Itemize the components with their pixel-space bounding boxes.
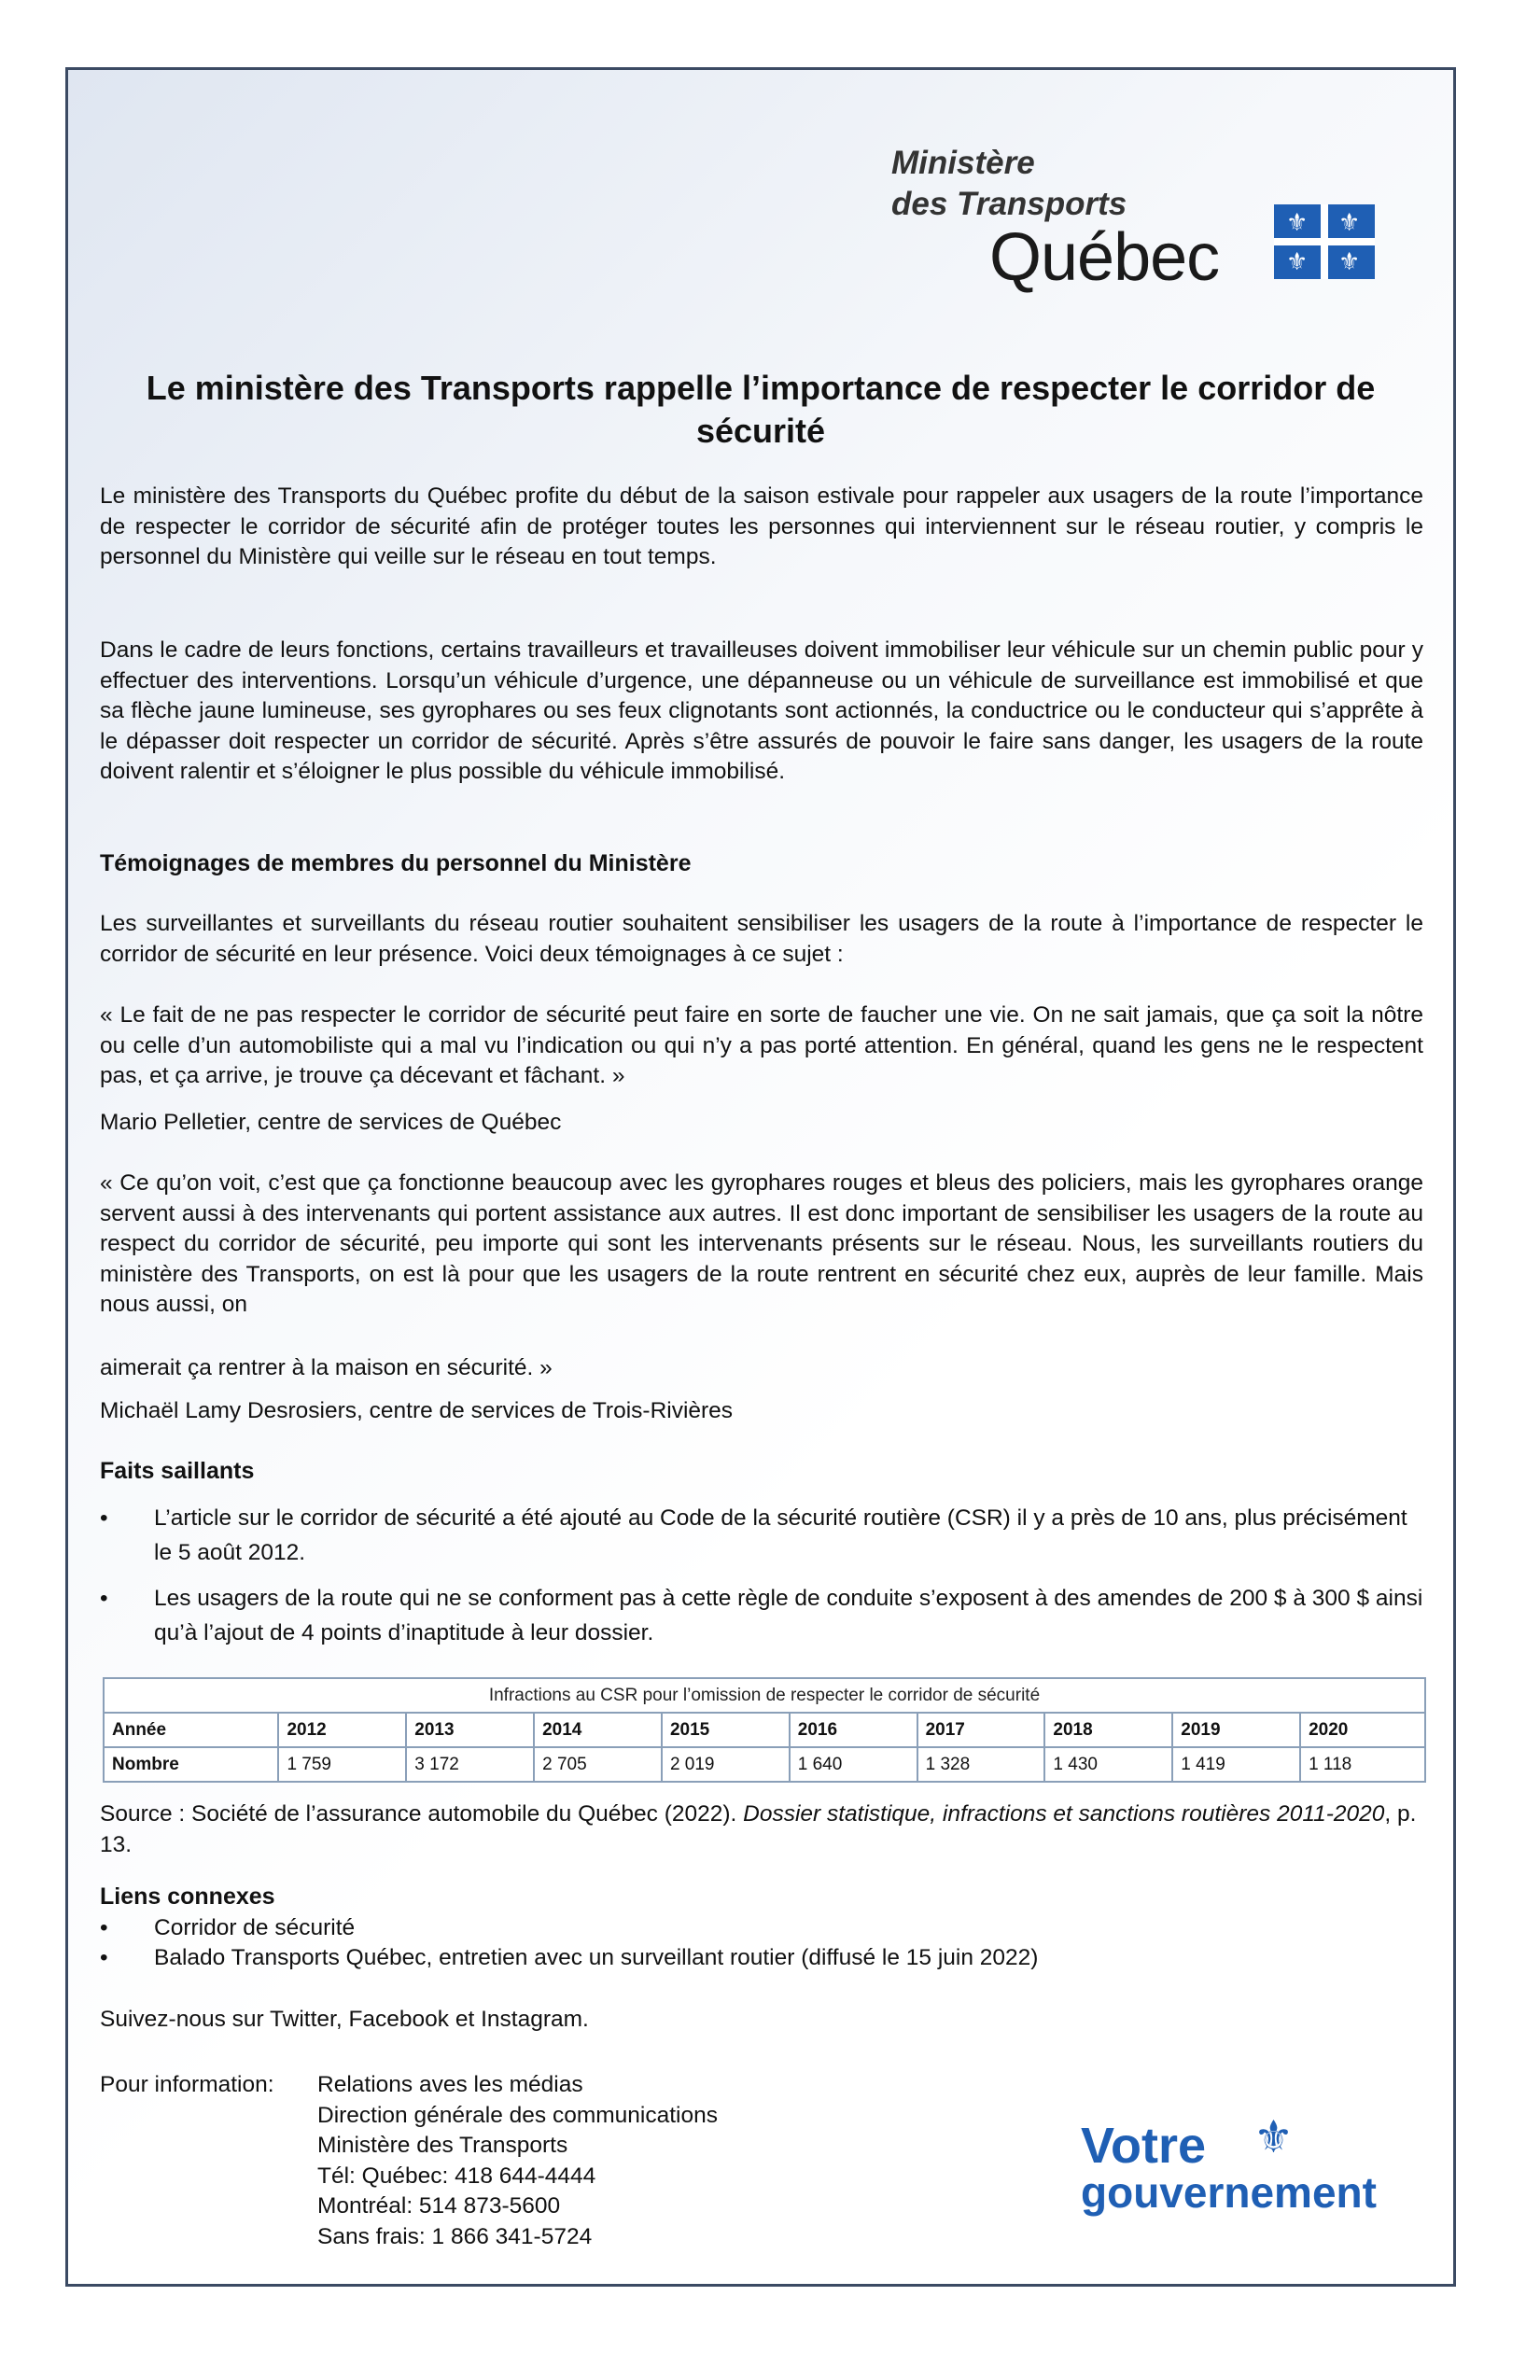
table-cell: 1 118	[1300, 1747, 1425, 1782]
bullet-icon: •	[100, 1586, 108, 1611]
list-item	[100, 1501, 1423, 1570]
contact-line: Direction générale des communications	[317, 2102, 718, 2128]
related-link[interactable]: Balado Transports Québec, entretien avec un surveillant routier (diffusé le 15 juin 2022)	[154, 1945, 1039, 1970]
intro-paragraph: Le ministère des Transports du Québec profite du début de la saison estivale pour rappeler aux usagers de la route l’importance de respecter le corridor de sécurité afin de protéger toutes les personnes qui interviennent sur le réseau routier, y compris le personnel du Ministère qui veille sur le réseau en tout temps.	[100, 483, 1423, 569]
fleur-de-lis-icon: ⚜	[1253, 2113, 1295, 2163]
context-paragraph: Dans le cadre de leurs fonctions, certains travailleurs et travailleuses doivent immobiliser leur véhicule sur un chemin public pour y effectuer des interventions. Lorsqu’un véhicule d’urgence, une dépanneuse ou un véhicule de surveillance est immobilisé et que sa flèche jaune lumineuse, ses gyrophares ou ses feux clignotants sont actionnés, la conductrice ou le conducteur qui s’apprête à le dépasser doit respecter un corridor de sécurité. Après s’être assurés de pouvoir le faire sans danger, les usagers de la route doivent ralentir et s’éloigner le plus possible du véhicule immobilisé.	[100, 637, 1423, 784]
table-cell: 2017	[917, 1713, 1045, 1747]
quote-2-end: aimerait ça rentrer à la maison en sécurité. »	[100, 1355, 553, 1380]
contact-lines	[317, 2070, 718, 2252]
source-citation	[100, 1799, 1423, 1860]
quote-1: « Le fait de ne pas respecter le corridor de sécurité peut faire en sorte de faucher une vie. On ne sait jamais, que ça soit la nôtre ou celle d’un automobiliste qui a mal vu l’indication ou qui n’y a pas porté attention. En général, quand les gens ne le respectent pas, et ça arrive, je trouve ça décevant et fâchant. »	[100, 1002, 1423, 1088]
table-cell: 1 640	[790, 1747, 917, 1782]
table-cell: 3 172	[406, 1747, 534, 1782]
contact-line: Relations aves les médias	[317, 2072, 583, 2097]
source-suffix: , p. 13.	[100, 1801, 1417, 1857]
quote-2: « Ce qu’on voit, c’est que ça fonctionne beaucoup avec les gyrophares rouges et bleus des policiers, mais les gyrophares orange servent aussi à des intervenants qui portent assistance aux autres. Il est donc important de sensibiliser les usagers de la route au respect du corridor de sécurité, peu importe qui sont les intervenants présents sur le réseau. Nous, les surveillants routiers du ministère des Transports, on est là pour que les usagers de la route rentrent en sécurité chez eux, auprès de leur famille. Mais nous aussi, on	[100, 1170, 1423, 1317]
bullet-icon: •	[100, 1505, 108, 1531]
testimonies-intro: Les surveillantes et surveillants du réseau routier souhaitent sensibiliser les usagers de la route à l’importance de respecter le corridor de sécurité en leur présence. Voici deux témoignages à ce sujet :	[100, 911, 1423, 967]
related-heading: Liens connexes	[100, 1883, 275, 1910]
logo-line-3: Québec	[989, 220, 1220, 295]
related-link[interactable]: Corridor de sécurité	[154, 1915, 356, 1940]
highlights-list	[100, 1501, 1423, 1661]
table-cell: 1 430	[1044, 1747, 1172, 1782]
infractions-table	[103, 1677, 1426, 1783]
table-row	[104, 1747, 1425, 1782]
logo-word-votre: Votre	[1081, 2118, 1207, 2174]
logo-line-2: des Transports	[891, 186, 1127, 222]
highlights-heading: Faits saillants	[100, 1458, 255, 1484]
list-item	[100, 1581, 1423, 1650]
contact-line: Montréal: 514 873-5600	[317, 2193, 561, 2219]
quote-1-author: Mario Pelletier, centre de services de Québec	[100, 1110, 562, 1135]
bullet-icon: •	[100, 1915, 108, 1940]
logo-line-1: Ministère	[891, 145, 1035, 181]
contact-label: Pour information:	[100, 2072, 274, 2097]
source-prefix: Source : Société de l’assurance automobile du Québec (2022).	[100, 1801, 744, 1827]
table-caption: Infractions au CSR pour l’omission de respecter le corridor de sécurité	[104, 1678, 1425, 1713]
quebec-flag-icon	[1274, 204, 1375, 279]
logo-word-gouvernement: gouvernement	[1081, 2168, 1377, 2217]
votre-gouvernement-logo	[1071, 2072, 1398, 2249]
table-cell: 2015	[662, 1713, 790, 1747]
list-item-text: Les usagers de la route qui ne se conforment pas à cette règle de conduite s’exposent à des amendes de 200 $ à 300 $ ainsi qu’à l’ajout de 4 points d’inaptitude à leur dossier.	[154, 1586, 1423, 1645]
fleur-de-lis-icon: ⚜	[1338, 208, 1361, 236]
table-cell: 2016	[790, 1713, 917, 1747]
quote-2-author: Michaël Lamy Desrosiers, centre de services de Trois-Rivières	[100, 1398, 734, 1423]
list-item-text: L’article sur le corridor de sécurité a été ajouté au Code de la sécurité routière (CSR) il y a près de 10 ans, plus précisément le 5 août 2012.	[154, 1505, 1407, 1565]
contact-line: Ministère des Transports	[317, 2133, 568, 2158]
row-header-year: Année	[104, 1713, 278, 1747]
table-cell: 2 705	[534, 1747, 662, 1782]
fleur-de-lis-icon: ⚜	[1286, 208, 1309, 236]
table-cell: 1 328	[917, 1747, 1045, 1782]
fleur-de-lis-icon: ⚜	[1338, 247, 1361, 275]
table-row	[104, 1713, 1425, 1747]
bullet-icon: •	[100, 1945, 108, 1970]
testimonies-heading: Témoignages de membres du personnel du Ministère	[100, 850, 692, 876]
fleur-de-lis-icon: ⚜	[1286, 247, 1309, 275]
table-cell: 1 759	[278, 1747, 406, 1782]
contact-line: Tél: Québec: 418 644-4444	[317, 2163, 596, 2189]
row-header-count: Nombre	[104, 1747, 278, 1782]
related-links-list	[100, 1913, 1423, 1973]
table-cell: 2019	[1172, 1713, 1300, 1747]
table-cell: 2 019	[662, 1747, 790, 1782]
follow-us-text: Suivez-nous sur Twitter, Facebook et Instagram.	[100, 2007, 589, 2032]
table-cell: 2014	[534, 1713, 662, 1747]
ministry-logo	[891, 145, 1377, 294]
table-cell: 2020	[1300, 1713, 1425, 1747]
contact-line: Sans frais: 1 866 341-5724	[317, 2223, 593, 2249]
table-cell: 2013	[406, 1713, 534, 1747]
table-cell: 1 419	[1172, 1747, 1300, 1782]
page-title: Le ministère des Transports rappelle l’importance de respecter le corridor de sécurité	[146, 369, 1376, 450]
table-cell: 2018	[1044, 1713, 1172, 1747]
list-item[interactable]	[100, 1943, 1423, 1973]
table-cell: 2012	[278, 1713, 406, 1747]
list-item[interactable]	[100, 1913, 1423, 1943]
source-title: Dossier statistique, infractions et sanctions routières 2011-2020	[743, 1801, 1385, 1827]
